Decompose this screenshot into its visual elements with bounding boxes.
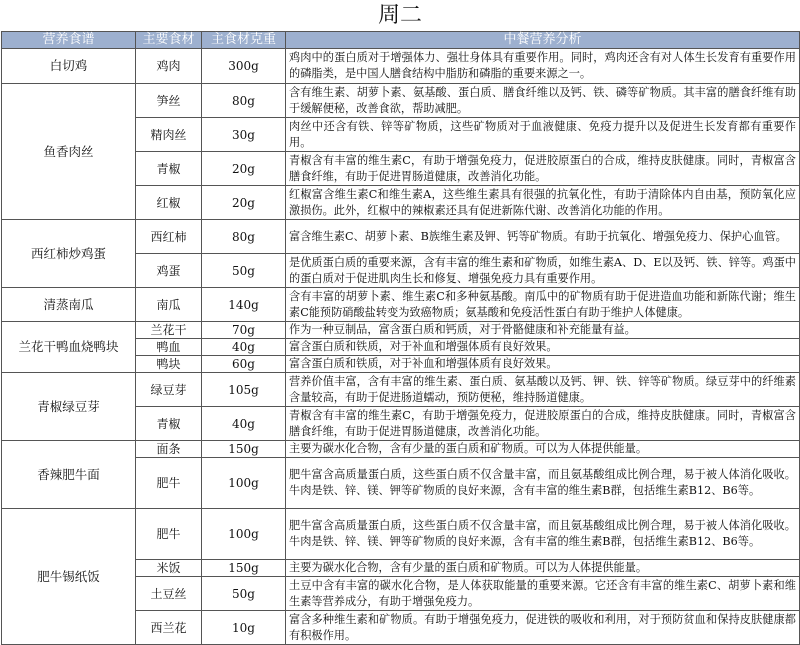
table-row <box>2 373 800 407</box>
header-analysis: 中餐营养分析 <box>286 32 800 49</box>
dish-name: 肥牛锡纸饭 <box>2 509 136 645</box>
dish-name: 西红柿炒鸡蛋 <box>2 220 136 288</box>
ingredient-name: 绿豆芽 <box>136 373 202 407</box>
nutrition-analysis: 红椒富含维生素C和维生素A，这些维生素具有很强的抗氧化性，有助于清除体内自由基，预防氧化应激损伤。此外，红椒中的辣椒素还具有促进新陈代谢、改善消化功能的作用。 <box>286 186 800 220</box>
ingredient-weight: 150g <box>202 441 286 458</box>
nutrition-analysis: 青椒含有丰富的维生素C，有助于增强免疫力，促进胶原蛋白的合成，维持皮肤健康。同时，青椒富含膳食纤维，有助于促进胃肠道健康，改善消化功能。 <box>286 152 800 186</box>
ingredient-name: 鸭块 <box>136 356 202 373</box>
ingredient-name: 红椒 <box>136 186 202 220</box>
nutrition-table <box>1 31 800 645</box>
nutrition-analysis: 富含维生素C、胡萝卜素、B族维生素及钾、钙等矿物质。有助于抗氧化、增强免疫力、保护心血管。 <box>286 220 800 254</box>
ingredient-name: 笋丝 <box>136 84 202 118</box>
table-row <box>2 288 800 322</box>
ingredient-name: 青椒 <box>136 152 202 186</box>
ingredient-weight: 100g <box>202 509 286 560</box>
ingredient-name: 青椒 <box>136 407 202 441</box>
nutrition-analysis: 土豆中含有丰富的碳水化合物，是人体获取能量的重要来源。它还含有丰富的维生素C、胡萝卜素和维生素等营养成分，有助于增强免疫力。 <box>286 577 800 611</box>
ingredient-name: 肥牛 <box>136 509 202 560</box>
table-row <box>2 220 800 254</box>
nutrition-analysis: 青椒含有丰富的维生素C，有助于增强免疫力，促进胶原蛋白的合成，维持皮肤健康。同时，青椒富含膳食纤维，有助于促进胃肠道健康，改善消化功能。 <box>286 407 800 441</box>
ingredient-name: 南瓜 <box>136 288 202 322</box>
nutrition-analysis: 主要为碳水化合物，含有少量的蛋白质和矿物质。可以为人体提供能量。 <box>286 560 800 577</box>
dish-name: 白切鸡 <box>2 49 136 84</box>
ingredient-weight: 20g <box>202 152 286 186</box>
header-row <box>2 32 800 49</box>
ingredient-weight: 50g <box>202 577 286 611</box>
nutrition-analysis: 鸡肉中的蛋白质对于增强体力、强壮身体具有重要作用。同时，鸡肉还含有对人体生长发育有重要作用的磷脂类，是中国人膳食结构中脂肪和磷脂的重要来源之一。 <box>286 49 800 84</box>
nutrition-analysis: 富含蛋白质和铁质，对于补血和增强体质有良好效果。 <box>286 356 800 373</box>
ingredient-weight: 10g <box>202 611 286 645</box>
table-row <box>2 84 800 118</box>
ingredient-weight: 300g <box>202 49 286 84</box>
ingredient-weight: 80g <box>202 84 286 118</box>
ingredient-weight: 50g <box>202 254 286 288</box>
header-dish: 营养食谱 <box>2 32 136 49</box>
ingredient-weight: 20g <box>202 186 286 220</box>
nutrition-analysis: 富含蛋白质和铁质，对于补血和增强体质有良好效果。 <box>286 339 800 356</box>
ingredient-name: 精肉丝 <box>136 118 202 152</box>
ingredient-weight: 140g <box>202 288 286 322</box>
page-title: 周二 <box>377 3 422 28</box>
nutrition-analysis: 营养价值丰富，含有丰富的维生素、蛋白质、氨基酸以及钙、钾、铁、锌等矿物质。绿豆芽中的纤维素含量较高，有助于促进肠道蠕动，预防便秘，维持肠道健康。 <box>286 373 800 407</box>
nutrition-analysis: 富含多种维生素和矿物质。有助于增强免疫力，促进铁的吸收和利用，对于预防贫血和保持皮肤健康都有积极作用。 <box>286 611 800 645</box>
ingredient-name: 兰花干 <box>136 322 202 339</box>
ingredient-name: 西红柿 <box>136 220 202 254</box>
ingredient-name: 肥牛 <box>136 458 202 509</box>
nutrition-analysis: 作为一种豆制品，富含蛋白质和钙质，对于骨骼健康和补充能量有益。 <box>286 322 800 339</box>
dish-name: 兰花干鸭血烧鸭块 <box>2 322 136 373</box>
ingredient-name: 面条 <box>136 441 202 458</box>
dish-name: 青椒绿豆芽 <box>2 373 136 441</box>
ingredient-name: 米饭 <box>136 560 202 577</box>
dish-name: 香辣肥牛面 <box>2 441 136 509</box>
ingredient-weight: 70g <box>202 322 286 339</box>
nutrition-analysis: 肥牛富含高质量蛋白质，这些蛋白质不仅含量丰富，而且氨基酸组成比例合理，易于被人体消化吸收。牛肉是铁、锌、镁、钾等矿物质的良好来源，含有丰富的维生素B群，包括维生素B12、B6等。 <box>286 509 800 560</box>
dish-name: 鱼香肉丝 <box>2 84 136 220</box>
ingredient-weight: 80g <box>202 220 286 254</box>
ingredient-weight: 40g <box>202 407 286 441</box>
table-row <box>2 49 800 84</box>
nutrition-analysis: 肉丝中还含有铁、锌等矿物质，这些矿物质对于血液健康、免疫力提升以及促进生长发育都有重要作用。 <box>286 118 800 152</box>
ingredient-weight: 60g <box>202 356 286 373</box>
nutrition-analysis: 含有维生素、胡萝卜素、氨基酸、蛋白质、膳食纤维以及钙、铁、磷等矿物质。其丰富的膳食纤维有助于缓解便秘，改善食欲，帮助减肥。 <box>286 84 800 118</box>
table-row <box>2 322 800 339</box>
ingredient-weight: 105g <box>202 373 286 407</box>
ingredient-weight: 150g <box>202 560 286 577</box>
dish-name: 清蒸南瓜 <box>2 288 136 322</box>
header-ingredient: 主要食材 <box>136 32 202 49</box>
ingredient-name: 土豆丝 <box>136 577 202 611</box>
nutrition-analysis: 主要为碳水化合物，含有少量的蛋白质和矿物质。可以为人体提供能量。 <box>286 441 800 458</box>
nutrition-analysis: 含有丰富的胡萝卜素、维生素C和多种氨基酸。南瓜中的矿物质有助于促进造血功能和新陈代谢；维生素C能预防硝酸盐转变为致癌物质；氨基酸和免疫活性蛋白有助于维护人体健康。 <box>286 288 800 322</box>
ingredient-weight: 40g <box>202 339 286 356</box>
header-weight: 主食材克重 <box>202 32 286 49</box>
ingredient-weight: 30g <box>202 118 286 152</box>
table-row <box>2 509 800 560</box>
nutrition-analysis: 肥牛富含高质量蛋白质，这些蛋白质不仅含量丰富，而且氨基酸组成比例合理，易于被人体消化吸收。牛肉是铁、锌、镁、钾等矿物质的良好来源，含有丰富的维生素B群，包括维生素B12、B6等。 <box>286 458 800 509</box>
table-row <box>2 441 800 458</box>
nutrition-analysis: 是优质蛋白质的重要来源，含有丰富的维生素和矿物质，如维生素A、D、E以及钙、铁、锌等。鸡蛋中的蛋白质对于促进肌肉生长和修复、增强免疫力具有重要作用。 <box>286 254 800 288</box>
menu-page <box>1 1 799 642</box>
ingredient-name: 鸭血 <box>136 339 202 356</box>
ingredient-name: 鸡蛋 <box>136 254 202 288</box>
ingredient-name: 西兰花 <box>136 611 202 645</box>
ingredient-name: 鸡肉 <box>136 49 202 84</box>
ingredient-weight: 100g <box>202 458 286 509</box>
